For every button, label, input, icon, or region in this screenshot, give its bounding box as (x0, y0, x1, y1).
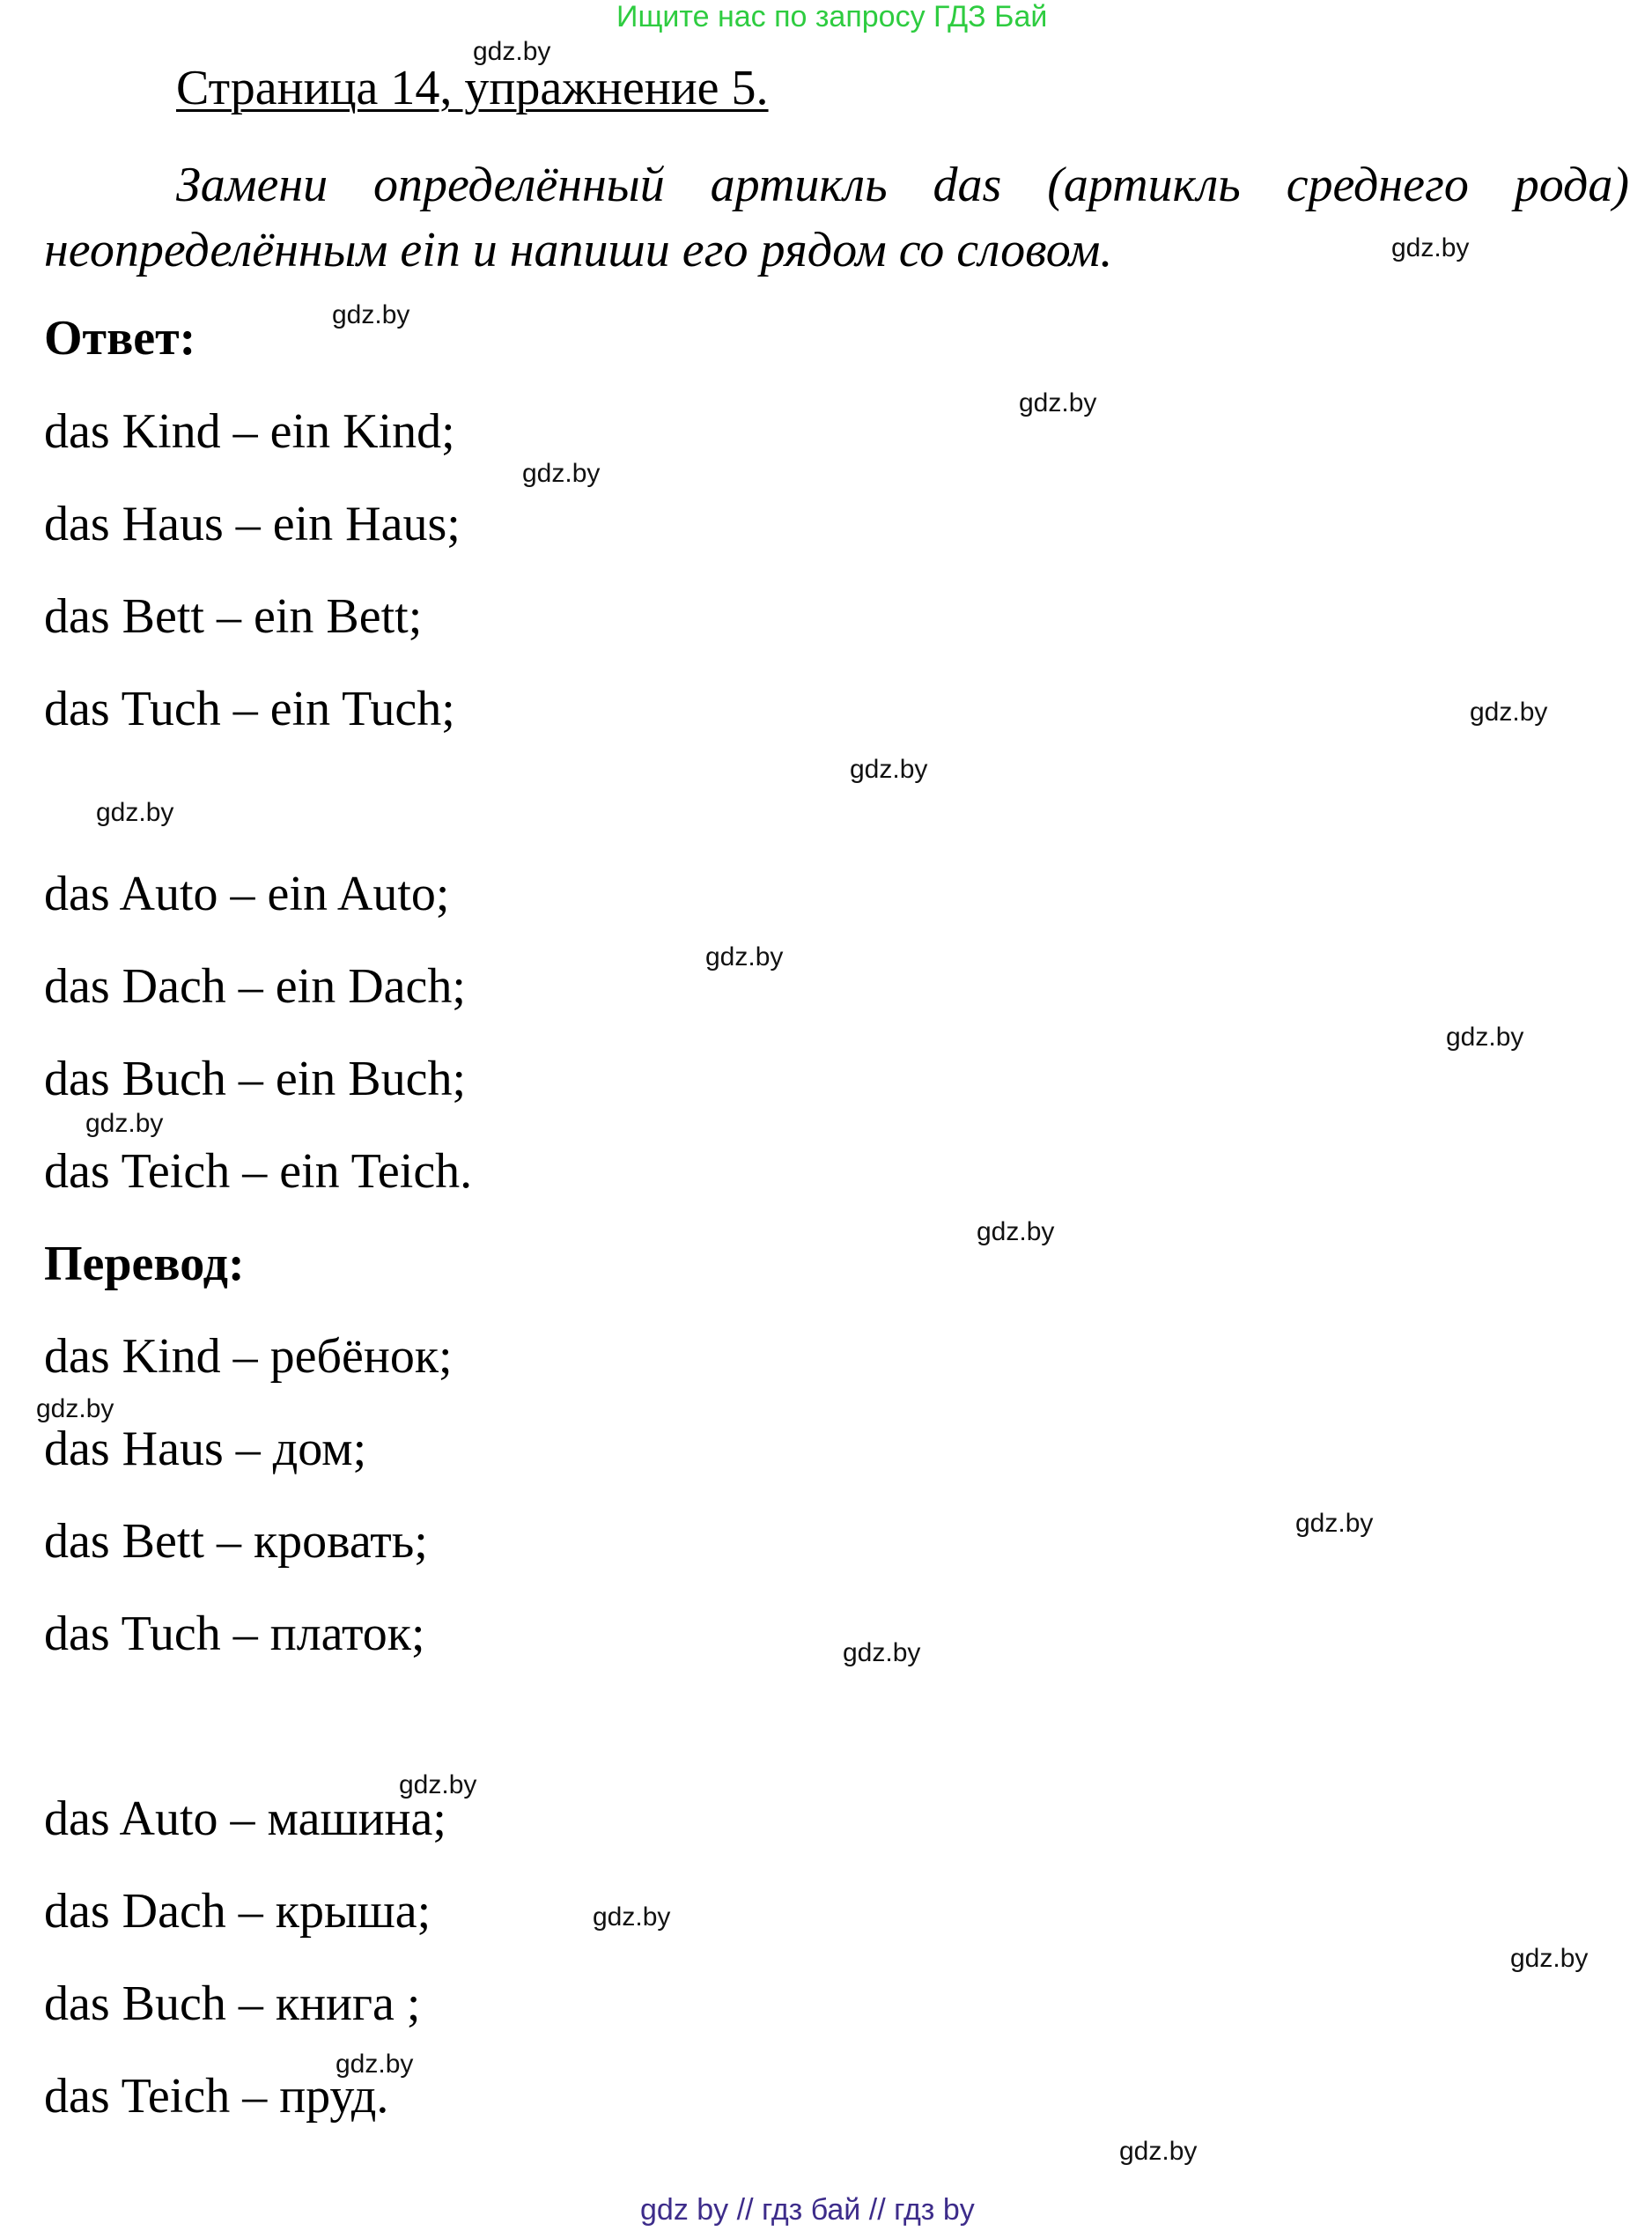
translation-line: das Dach – крыша; (44, 1884, 431, 1939)
watermark: gdz.by (1391, 233, 1470, 262)
watermark: gdz.by (96, 798, 174, 827)
watermark: gdz.by (336, 2050, 414, 2079)
watermark: gdz.by (85, 1109, 164, 1138)
search-banner: Ищите нас по запросу ГДЗ Бай (616, 0, 1048, 33)
answer-line: das Auto – ein Auto; (44, 867, 450, 921)
answer-line: das Haus – ein Haus; (44, 497, 461, 551)
watermark: gdz.by (522, 459, 601, 488)
translation-line: das Buch – книга ; (44, 1976, 421, 2031)
watermark: gdz.by (1470, 698, 1548, 727)
answer-line: das Dach – ein Dach; (44, 959, 466, 1014)
translation-line: das Kind – ребёнок; (44, 1329, 453, 1384)
translation-line: das Teich – пруд. (44, 2069, 389, 2124)
watermark: gdz.by (977, 1217, 1055, 1246)
watermark: gdz.by (593, 1902, 671, 1932)
answer-line: das Buch – ein Buch; (44, 1052, 467, 1106)
watermark: gdz.by (473, 37, 551, 66)
watermark: gdz.by (332, 300, 410, 329)
page-title: Страница 14, упражнение 5. (176, 61, 769, 115)
translation-line: das Haus – дом; (44, 1422, 367, 1476)
footer-links: gdz by // гдз бай // гдз by (640, 2193, 975, 2227)
translation-line: das Auto – машина; (44, 1791, 446, 1846)
answer-line: das Teich – ein Teich. (44, 1144, 473, 1199)
translation-line: das Tuch – платок; (44, 1607, 425, 1661)
watermark: gdz.by (1119, 2137, 1198, 2166)
watermark: gdz.by (1446, 1023, 1524, 1052)
translation-line: das Bett – кровать; (44, 1514, 428, 1569)
watermark: gdz.by (36, 1394, 114, 1423)
translation-heading: Перевод: (44, 1237, 245, 1291)
task-text-line-1: Замени определённый артикль das (артикль среднего рода) (176, 158, 1629, 212)
watermark: gdz.by (399, 1770, 477, 1799)
watermark: gdz.by (850, 755, 928, 784)
watermark: gdz.by (1510, 1944, 1589, 1973)
answer-line: das Kind – ein Kind; (44, 404, 455, 459)
watermark: gdz.by (1019, 388, 1097, 417)
answer-line: das Bett – ein Bett; (44, 589, 423, 644)
watermark: gdz.by (1295, 1509, 1374, 1538)
watermark: gdz.by (705, 942, 784, 971)
task-text-line-2: неопределённым ein и напиши его рядом со словом. (44, 223, 1113, 277)
watermark: gdz.by (843, 1638, 921, 1667)
answer-heading: Ответ: (44, 311, 196, 366)
answer-line: das Tuch – ein Tuch; (44, 682, 455, 736)
